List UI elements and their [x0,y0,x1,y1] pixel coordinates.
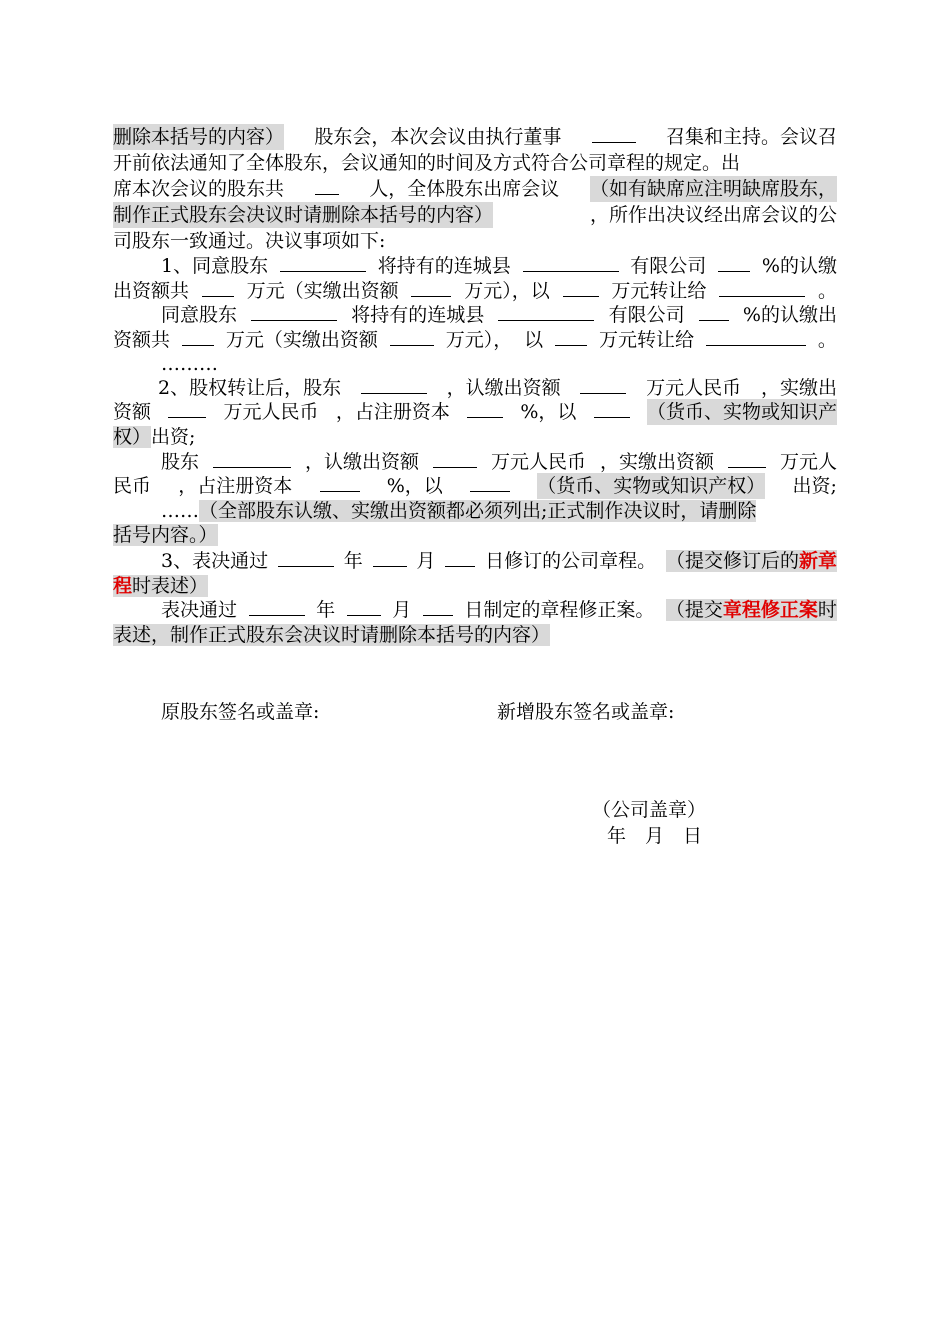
paragraph-line [113,327,837,353]
text: 万元转让给 [599,329,695,351]
original-shareholder-signature-label: 原股东签名或盖章: [161,701,320,723]
bracket-note: （货币、实物或知识产权） [537,475,766,497]
bracket-note: （提交 [665,599,723,621]
text: 万元），以 [464,280,550,302]
text: 万元转让给 [611,280,707,302]
text: 将持有的连城县 [377,255,511,277]
blank-field[interactable] [594,399,630,418]
blank-field[interactable] [168,399,206,418]
blank-field[interactable] [555,327,587,346]
company-seal-label: （公司盖章） [592,799,707,821]
paragraph-line [161,302,837,328]
bracket-note: 时 [817,599,837,621]
blank-field[interactable] [361,375,427,394]
paragraph-line [161,597,837,623]
text: 将持有的连城县 [351,304,485,326]
text: ……… [161,353,218,375]
date-label: 年 月 日 [607,825,703,847]
bracket-note: 时表述） [132,575,209,597]
text: ，占注册资本 [178,475,293,497]
blank-field[interactable] [563,278,599,297]
text: ，认缴出资额 [304,451,419,473]
highlight-red-text: 章程修正案 [722,599,818,621]
text: ，实缴出 [760,377,837,399]
text: 有限公司 [608,304,685,326]
highlight-red-text: 程 [113,575,133,597]
text: 万元（实缴出资额 [225,329,378,351]
blank-field[interactable] [390,327,434,346]
text: 开前依法通知了全体股东，会议通知的时间及方式符合公司章程的规定。出 [113,152,741,174]
blank-field[interactable] [251,302,337,321]
blank-field[interactable] [470,473,510,492]
bracket-note: 删除本括号的内容） [113,126,285,148]
text: 民币 [113,475,152,497]
text: 1、同意股东 [161,255,269,277]
bracket-note: 表述，制作正式股东会决议时请删除本括号的内容） [113,624,551,646]
blank-field[interactable] [718,253,750,272]
blank-field[interactable] [280,253,366,272]
bracket-note: 权） [113,426,152,448]
text: 月 [392,599,412,621]
text: 。 [817,329,837,351]
text: %的认缴出 [742,304,837,326]
bracket-note: （提交修订后的 [665,550,799,572]
text: 席本次会议的股东共 [113,178,285,200]
blank-field[interactable] [580,375,626,394]
paragraph-line [161,449,837,475]
text: 万元（实缴出资额 [246,280,399,302]
paragraph-line [113,424,837,450]
text: 人，全体股东出席会议 [369,178,560,200]
blank-field[interactable] [315,176,339,195]
paragraph-line [113,124,837,150]
blank-field[interactable] [411,278,451,297]
blank-field[interactable] [347,597,381,616]
text: …… [161,500,199,522]
text: ，占注册资本 [335,401,450,423]
text: %，以 [386,475,443,497]
blank-field[interactable] [182,327,214,346]
paragraph-line [113,473,837,499]
text: 有限公司 [630,255,707,277]
highlight-red-text: 新章 [798,550,837,572]
paragraph-line [113,522,837,548]
bracket-note: 括号内容。） [113,524,218,546]
text: 出资; [792,475,837,497]
blank-field[interactable] [523,253,619,272]
paragraph-line [113,176,837,202]
text: ，实缴出资额 [599,451,714,473]
paragraph-line [158,375,837,401]
text: 股东 [161,451,200,473]
text: %，以 [520,401,577,423]
blank-field[interactable] [467,399,503,418]
blank-field[interactable] [445,548,475,567]
text: 万元）， [445,329,513,351]
paragraph-line [113,399,837,425]
blank-field[interactable] [592,124,636,143]
text: 日修订的公司章程。 [485,550,657,572]
paragraph-line [161,253,837,279]
text: 股东会，本次会议由执行董事 [314,126,562,148]
blank-field[interactable] [706,327,806,346]
blank-field[interactable] [728,449,766,468]
text: 资额 [113,401,152,423]
paragraph-line [113,278,837,304]
text: 年 [316,599,336,621]
paragraph-line [113,573,837,599]
blank-field[interactable] [320,473,360,492]
text: 出资额共 [113,280,190,302]
text: ，认缴出资额 [446,377,561,399]
blank-field[interactable] [719,278,805,297]
text: 司股东一致通过。决议事项如下: [113,230,386,252]
paragraph-line [161,548,837,574]
paragraph-line [113,622,837,648]
text: 万元人民币 [646,377,742,399]
text: 万元人 [779,451,837,473]
new-shareholder-signature-label: 新增股东签名或盖章: [497,701,675,723]
text: 。 [817,280,837,302]
paragraph-line [113,150,837,176]
text: 表决通过 [161,599,238,621]
blank-field[interactable] [699,302,729,321]
blank-field[interactable] [498,302,594,321]
text: 出资; [151,426,196,448]
paragraph-line [113,202,837,228]
text: 月 [416,550,436,572]
blank-field[interactable] [373,548,407,567]
blank-field[interactable] [202,278,234,297]
blank-field[interactable] [423,597,453,616]
text: ，所作出决议经出席会议的公 [589,204,837,226]
text: %的认缴 [761,255,837,277]
blank-field[interactable] [433,449,477,468]
text: 日制定的章程修正案。 [464,599,655,621]
text: 万元人民币 [490,451,586,473]
blank-field[interactable] [213,449,291,468]
text: 年 [343,550,363,572]
paragraph-line [113,228,837,254]
blank-field[interactable] [278,548,334,567]
text: 2、股权转让后，股东 [158,377,342,399]
bracket-note: （如有缺席应注明缺席股东， [589,178,837,200]
text: 同意股东 [161,304,238,326]
text: 召集和主持。会议召 [665,126,837,148]
bracket-note: 制作正式股东会决议时请删除本括号的内容） [113,204,494,226]
text: 以 [524,329,544,351]
text: 资额共 [113,329,171,351]
text: 万元人民币 [223,401,319,423]
paragraph-line [161,498,837,524]
blank-field[interactable] [249,597,305,616]
text: 3、表决通过 [161,550,269,572]
bracket-note: （全部股东认缴、实缴出资额都必须列出;正式制作决议时，请删除 [199,500,757,522]
bracket-note: （货币、实物或知识产 [646,401,837,423]
paragraph-line [161,351,261,377]
